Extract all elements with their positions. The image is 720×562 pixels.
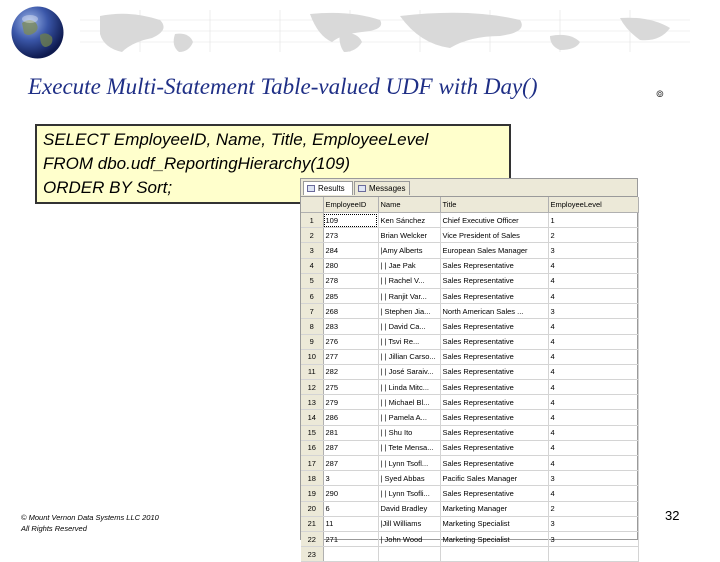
- employeelevel-cell[interactable]: 4: [548, 380, 638, 395]
- name-cell[interactable]: | Syed Abbas: [378, 471, 440, 486]
- title-cell[interactable]: Pacific Sales Manager: [440, 471, 548, 486]
- employeeid-cell[interactable]: 276: [323, 334, 378, 349]
- name-cell[interactable]: | | Michael Bl...: [378, 395, 440, 410]
- employeeid-cell[interactable]: 3: [323, 471, 378, 486]
- employeelevel-cell[interactable]: 4: [548, 395, 638, 410]
- row-number-cell[interactable]: 17: [301, 456, 323, 471]
- column-header-title[interactable]: Title: [440, 197, 548, 213]
- employeeid-cell[interactable]: 284: [323, 243, 378, 258]
- column-header-employeelevel[interactable]: EmployeeLevel: [548, 197, 638, 213]
- table-row[interactable]: [301, 334, 638, 349]
- title-cell[interactable]: [440, 547, 548, 562]
- employeeid-cell[interactable]: 280: [323, 258, 378, 273]
- title-cell[interactable]: Sales Representative: [440, 456, 548, 471]
- row-number-cell[interactable]: 16: [301, 440, 323, 455]
- employeelevel-cell[interactable]: 4: [548, 364, 638, 379]
- title-cell[interactable]: Sales Representative: [440, 410, 548, 425]
- employeeid-cell[interactable]: 275: [323, 380, 378, 395]
- employeelevel-cell[interactable]: 4: [548, 349, 638, 364]
- name-cell[interactable]: | | Pamela A...: [378, 410, 440, 425]
- results-body: [301, 213, 638, 562]
- title-cell[interactable]: Sales Representative: [440, 349, 548, 364]
- column-header-rownum: [301, 197, 323, 213]
- name-cell[interactable]: | | Jae Pak: [378, 258, 440, 273]
- employeeid-cell[interactable]: 281: [323, 425, 378, 440]
- table-row[interactable]: [301, 380, 638, 395]
- employeelevel-cell[interactable]: 3: [548, 531, 638, 546]
- table-row[interactable]: [301, 304, 638, 319]
- employeelevel-cell[interactable]: 3: [548, 304, 638, 319]
- row-number-cell[interactable]: 14: [301, 410, 323, 425]
- row-number-cell[interactable]: 1: [301, 213, 323, 228]
- name-cell[interactable]: David Bradley: [378, 501, 440, 516]
- tab-results-label: Results: [318, 184, 345, 193]
- table-row[interactable]: [301, 456, 638, 471]
- name-cell[interactable]: | | Lynn Tsofl...: [378, 456, 440, 471]
- title-cell[interactable]: Sales Representative: [440, 288, 548, 303]
- employeeid-cell[interactable]: 282: [323, 364, 378, 379]
- table-row[interactable]: [301, 228, 638, 243]
- employeeid-cell[interactable]: 268: [323, 304, 378, 319]
- row-number-cell[interactable]: 10: [301, 349, 323, 364]
- employeelevel-cell[interactable]: 4: [548, 456, 638, 471]
- table-row[interactable]: [301, 288, 638, 303]
- world-map-graphic: [80, 10, 690, 52]
- table-row[interactable]: [301, 273, 638, 288]
- title-cell[interactable]: Chief Executive Officer: [440, 213, 548, 228]
- row-number-cell[interactable]: 5: [301, 273, 323, 288]
- employeelevel-cell[interactable]: [548, 547, 638, 562]
- employeelevel-cell[interactable]: 4: [548, 334, 638, 349]
- employeeid-cell[interactable]: 109: [323, 213, 378, 228]
- row-number-cell[interactable]: 2: [301, 228, 323, 243]
- row-number-cell[interactable]: 20: [301, 501, 323, 516]
- employeelevel-cell[interactable]: 4: [548, 440, 638, 455]
- row-number-cell[interactable]: 13: [301, 395, 323, 410]
- messages-icon: [358, 185, 366, 192]
- title-cell[interactable]: Marketing Specialist: [440, 531, 548, 546]
- title-cell[interactable]: Sales Representative: [440, 334, 548, 349]
- name-cell[interactable]: | | Ranjit Var...: [378, 288, 440, 303]
- name-cell[interactable]: | John Wood: [378, 531, 440, 546]
- employeelevel-cell[interactable]: 4: [548, 273, 638, 288]
- employeelevel-cell[interactable]: 2: [548, 501, 638, 516]
- employeeid-cell[interactable]: 283: [323, 319, 378, 334]
- slide-title: Execute Multi-Statement Table-valued UDF with Day(): [28, 74, 538, 99]
- employeelevel-cell[interactable]: 3: [548, 243, 638, 258]
- row-number-cell[interactable]: 3: [301, 243, 323, 258]
- name-cell[interactable]: |Jill Williams: [378, 516, 440, 531]
- table-row[interactable]: [301, 516, 638, 531]
- row-number-cell[interactable]: 6: [301, 288, 323, 303]
- table-row[interactable]: [301, 440, 638, 455]
- table-row[interactable]: [301, 486, 638, 501]
- table-row[interactable]: [301, 395, 638, 410]
- table-row[interactable]: [301, 243, 638, 258]
- row-number-cell[interactable]: 23: [301, 547, 323, 562]
- title-cell[interactable]: Sales Representative: [440, 486, 548, 501]
- tab-messages[interactable]: [354, 181, 410, 195]
- column-header-name[interactable]: Name: [378, 197, 440, 213]
- row-number-cell[interactable]: 12: [301, 380, 323, 395]
- name-cell[interactable]: | | Rachel V...: [378, 273, 440, 288]
- employeelevel-cell[interactable]: 3: [548, 516, 638, 531]
- table-row[interactable]: [301, 349, 638, 364]
- page-number: 32: [665, 508, 680, 523]
- column-header-employeeid[interactable]: EmployeeID: [323, 197, 378, 213]
- title-cell[interactable]: North American Sales ...: [440, 304, 548, 319]
- employeeid-cell[interactable]: 271: [323, 531, 378, 546]
- name-cell[interactable]: | | José Saraiv...: [378, 364, 440, 379]
- title-bullet-icon: ๏: [656, 85, 664, 100]
- name-cell[interactable]: | | Jillian Carso...: [378, 349, 440, 364]
- header-row: [301, 197, 638, 213]
- table-row[interactable]: [301, 547, 638, 562]
- employeeid-cell[interactable]: [323, 547, 378, 562]
- tab-results[interactable]: [303, 181, 353, 195]
- employeelevel-cell[interactable]: 3: [548, 471, 638, 486]
- results-tab-strip: [301, 179, 637, 197]
- name-cell[interactable]: Brian Welcker: [378, 228, 440, 243]
- grid-icon: [307, 185, 315, 192]
- name-cell[interactable]: |Amy Alberts: [378, 243, 440, 258]
- row-number-cell[interactable]: 21: [301, 516, 323, 531]
- employeeid-cell[interactable]: 277: [323, 349, 378, 364]
- table-row[interactable]: [301, 410, 638, 425]
- employeelevel-cell[interactable]: 4: [548, 319, 638, 334]
- name-cell[interactable]: Ken Sánchez: [378, 213, 440, 228]
- title-cell[interactable]: Sales Representative: [440, 440, 548, 455]
- title-cell[interactable]: Sales Representative: [440, 258, 548, 273]
- table-row[interactable]: [301, 425, 638, 440]
- employeelevel-cell[interactable]: 4: [548, 410, 638, 425]
- employeeid-cell[interactable]: 285: [323, 288, 378, 303]
- copyright-text: © Mount Vernon Data Systems LLC 2010: [21, 513, 159, 522]
- title-cell[interactable]: Sales Representative: [440, 380, 548, 395]
- row-number-cell[interactable]: 4: [301, 258, 323, 273]
- row-number-cell[interactable]: 15: [301, 425, 323, 440]
- title-cell[interactable]: Sales Representative: [440, 273, 548, 288]
- title-cell[interactable]: Sales Representative: [440, 364, 548, 379]
- employeeid-cell[interactable]: 290: [323, 486, 378, 501]
- title-cell[interactable]: Sales Representative: [440, 425, 548, 440]
- title-cell[interactable]: Vice President of Sales: [440, 228, 548, 243]
- row-number-cell[interactable]: 11: [301, 364, 323, 379]
- employeelevel-cell[interactable]: 1: [548, 213, 638, 228]
- table-row[interactable]: [301, 501, 638, 516]
- results-table: [301, 197, 639, 562]
- employeelevel-cell[interactable]: 2: [548, 228, 638, 243]
- sql-line: ORDER BY Sort;: [43, 178, 173, 197]
- table-row[interactable]: [301, 364, 638, 379]
- row-number-cell[interactable]: 22: [301, 531, 323, 546]
- employeeid-cell[interactable]: 278: [323, 273, 378, 288]
- name-cell[interactable]: | | Linda Mitc...: [378, 380, 440, 395]
- table-row[interactable]: [301, 213, 638, 228]
- employeeid-cell[interactable]: 6: [323, 501, 378, 516]
- name-cell[interactable]: | | David Ca...: [378, 319, 440, 334]
- row-number-cell[interactable]: 7: [301, 304, 323, 319]
- header-band: [0, 0, 720, 62]
- title-cell[interactable]: European Sales Manager: [440, 243, 548, 258]
- employeeid-cell[interactable]: 287: [323, 456, 378, 471]
- row-number-cell[interactable]: 18: [301, 471, 323, 486]
- employeelevel-cell[interactable]: 4: [548, 486, 638, 501]
- employeelevel-cell[interactable]: 4: [548, 258, 638, 273]
- name-cell[interactable]: | | Shu Ito: [378, 425, 440, 440]
- name-cell[interactable]: | Stephen Jia...: [378, 304, 440, 319]
- title-cell[interactable]: Sales Representative: [440, 319, 548, 334]
- table-row[interactable]: [301, 471, 638, 486]
- title-cell[interactable]: Sales Representative: [440, 395, 548, 410]
- name-cell[interactable]: | | Tete Mensa...: [378, 440, 440, 455]
- row-number-cell[interactable]: 9: [301, 334, 323, 349]
- employeeid-cell[interactable]: 279: [323, 395, 378, 410]
- results-grid-window: [300, 178, 638, 559]
- table-row[interactable]: [301, 258, 638, 273]
- name-cell[interactable]: | | Lynn Tsofli...: [378, 486, 440, 501]
- table-row[interactable]: [301, 531, 638, 546]
- tab-messages-label: Messages: [369, 184, 406, 193]
- row-number-cell[interactable]: 8: [301, 319, 323, 334]
- employeelevel-cell[interactable]: 4: [548, 288, 638, 303]
- row-number-cell[interactable]: 19: [301, 486, 323, 501]
- footer-copyright: [21, 512, 159, 534]
- name-cell[interactable]: | | Tsvi Re...: [378, 334, 440, 349]
- sql-line: SELECT EmployeeID, Name, Title, EmployeeLevel: [43, 130, 429, 149]
- table-row[interactable]: [301, 319, 638, 334]
- title-cell[interactable]: Marketing Manager: [440, 501, 548, 516]
- sql-line: FROM dbo.udf_ReportingHierarchy(109): [43, 154, 351, 173]
- employeeid-cell[interactable]: 11: [323, 516, 378, 531]
- name-cell[interactable]: [378, 547, 440, 562]
- employeeid-cell[interactable]: 287: [323, 440, 378, 455]
- employeelevel-cell[interactable]: 4: [548, 425, 638, 440]
- employeeid-cell[interactable]: 273: [323, 228, 378, 243]
- globe-icon: [10, 5, 65, 60]
- employeeid-cell[interactable]: 286: [323, 410, 378, 425]
- rights-text: All Rights Reserved: [21, 524, 87, 533]
- title-cell[interactable]: Marketing Specialist: [440, 516, 548, 531]
